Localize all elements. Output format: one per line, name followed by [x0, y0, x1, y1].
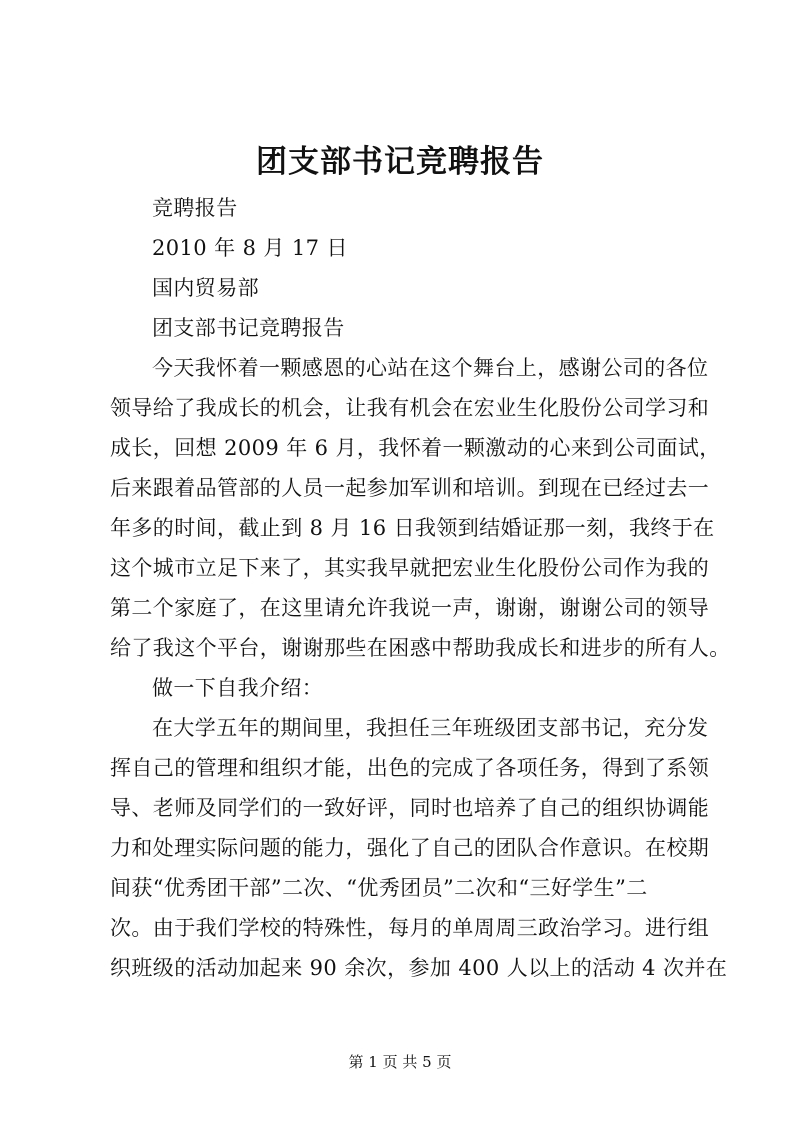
body-line: 今天我怀着一颗感恩的心站在这个舞台上，感谢公司的各位: [152, 356, 709, 380]
body-line: 织班级的活动加起来 90 余次，参加 400 人以上的活动 4 次并在: [110, 956, 728, 980]
body-line-heading: 做一下自我介绍：: [152, 676, 324, 700]
body-line: 给了我这个平台，谢谢那些在困惑中帮助我成长和进步的所有人。: [110, 636, 731, 660]
header-line-date: 2010 年 8 月 17 日: [152, 236, 348, 260]
body-line: 年多的时间，截止到 8 月 16 日我领到结婚证那一刻，我终于在: [110, 516, 715, 540]
document-title: 团支部书记竞聘报告: [256, 144, 544, 180]
body-line: 导、老师及同学们的一致好评，同时也培养了自己的组织协调能: [110, 796, 710, 820]
page-footer: 第 1 页 共 5 页: [348, 1053, 452, 1071]
body-line: 第二个家庭了，在这里请允许我说一声，谢谢，谢谢公司的领导: [110, 596, 710, 620]
body-line: 在大学五年的期间里，我担任三年班级团支部书记，充分发: [152, 716, 709, 740]
body-line: 后来跟着品管部的人员一起参加军训和培训。到现在已经过去一: [110, 476, 710, 500]
body-line: 次。由于我们学校的特殊性，每月的单周周三政治学习。进行组: [110, 916, 710, 940]
body-line: 挥自己的管理和组织才能，出色的完成了各项任务，得到了系领: [110, 756, 710, 780]
body-line: 力和处理实际问题的能力，强化了自己的团队合作意识。在校期: [110, 836, 710, 860]
header-line-report: 竞聘报告: [152, 196, 238, 220]
body-line: 成长，回想 2009 年 6 月，我怀着一颗激动的心来到公司面试，: [110, 436, 721, 460]
body-line: 领导给了我成长的机会，让我有机会在宏业生化股份公司学习和: [110, 396, 710, 420]
body-line: 这个城市立足下来了，其实我早就把宏业生化股份公司作为我的: [110, 556, 710, 580]
body-line: 间获“优秀团干部”二次、“优秀团员”二次和“三好学生”二: [110, 876, 648, 900]
header-line-subtitle: 团支部书记竞聘报告: [152, 316, 345, 340]
header-line-department: 国内贸易部: [152, 276, 259, 300]
